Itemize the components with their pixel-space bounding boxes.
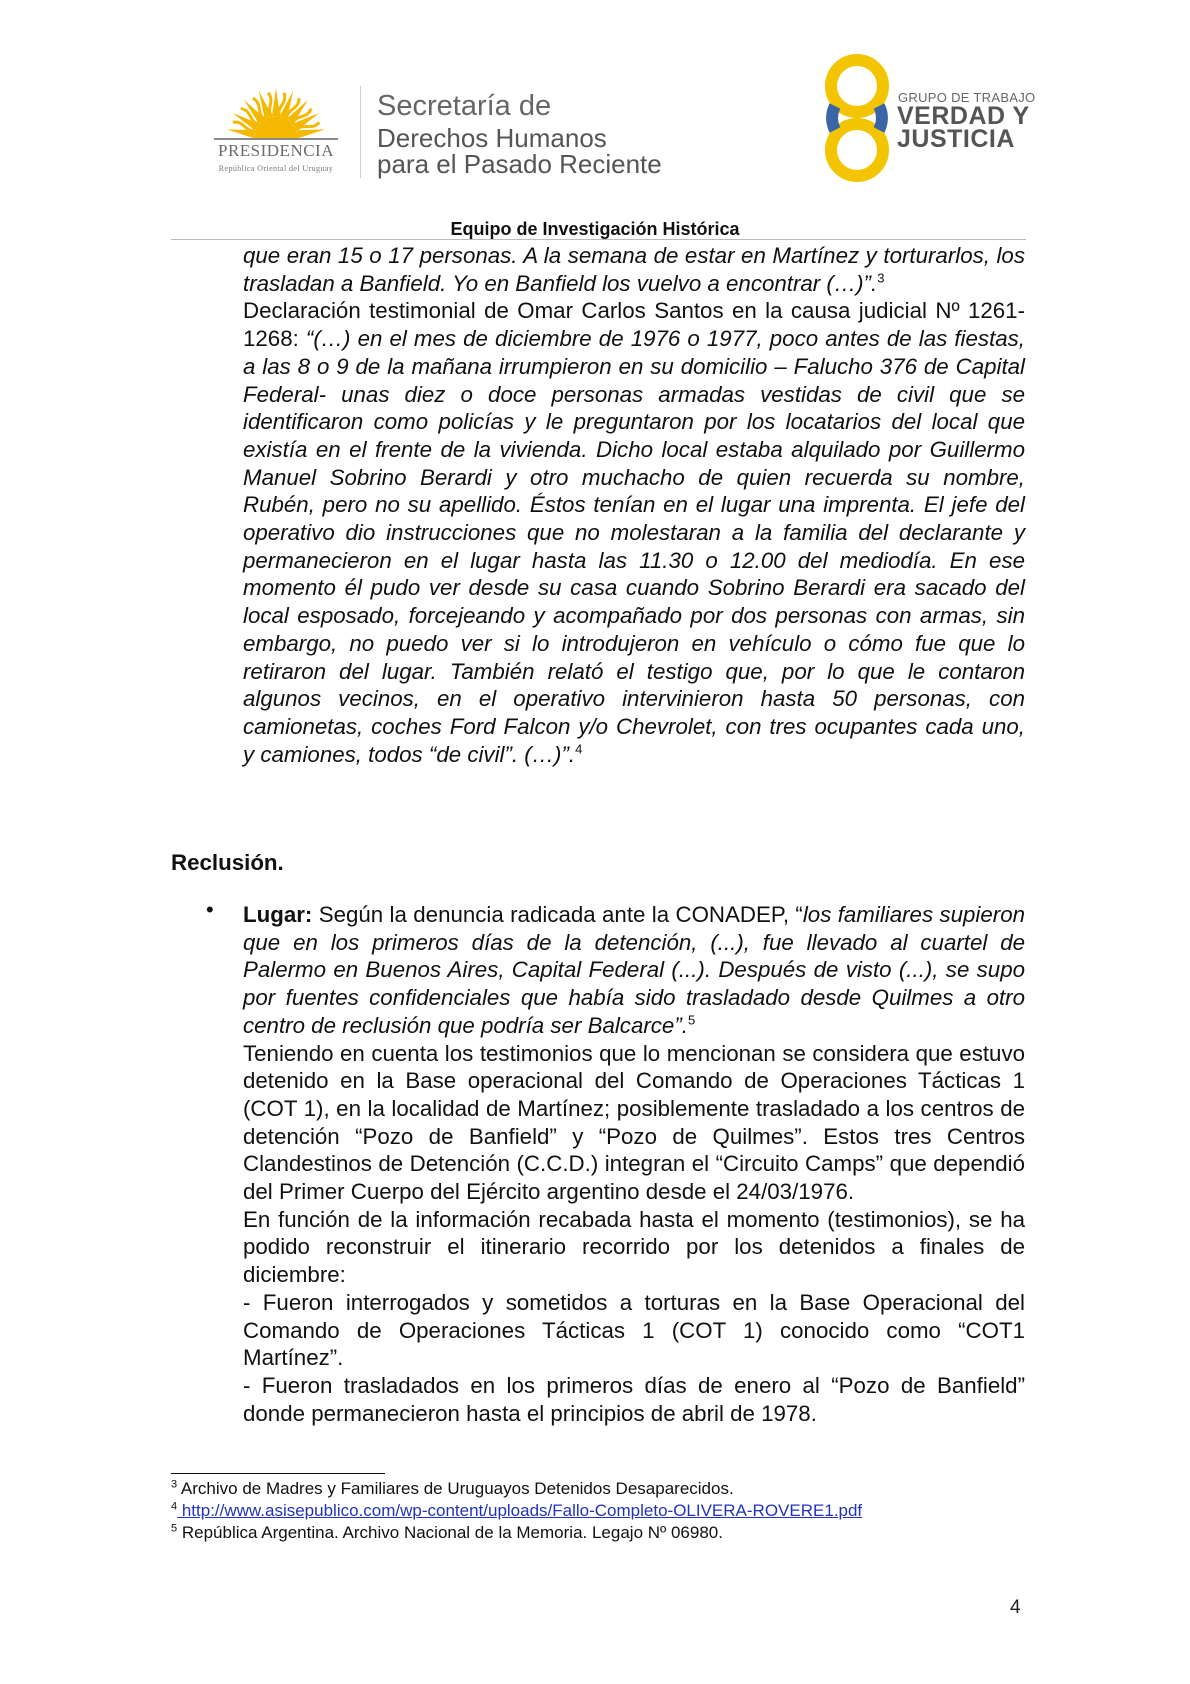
footnote-text: Archivo de Madres y Familiares de Uruguayos Detenidos Desaparecidos. bbox=[180, 1479, 734, 1498]
footnote-text: República Argentina. Archivo Nacional de la Memoria. Legajo Nº 06980. bbox=[181, 1523, 723, 1542]
bullet-marker: • bbox=[206, 897, 214, 922]
presidencia-subtitle: República Oriental del Uruguay bbox=[218, 164, 334, 173]
page-number: 4 bbox=[1010, 1597, 1021, 1618]
footnote-number: 3 bbox=[171, 1478, 178, 1491]
testimony-paragraph bbox=[243, 297, 1025, 768]
justicia-label: JUSTICIA bbox=[897, 125, 1015, 153]
secretaria-line1: Secretaría de bbox=[377, 90, 552, 122]
lugar-paragraph bbox=[243, 901, 1025, 1040]
footnote-4 bbox=[171, 1500, 862, 1522]
itinerary-paragraph: En función de la información recabada hasta el momento (testimonios), se ha podido reconstruir el itinerario recorrido por los detenidos a finales de diciembre: bbox=[243, 1206, 1025, 1288]
quote-continuation-text: que eran 15 o 17 personas. A la semana de estar en Martínez y torturarlos, los trasladan a Banfield. Yo en Banfield los vuelvo a encontrar (…)”. bbox=[243, 243, 1025, 296]
itinerary-item-1: - Fueron interrogados y sometidos a torturas en la Base Operacional del Comando de Operaciones Tácticas 1 (COT 1) conocido como “COT1 Martínez”. bbox=[243, 1289, 1025, 1371]
testimony-block bbox=[243, 242, 1025, 768]
secretaria-line2: Derechos Humanos bbox=[377, 123, 607, 153]
team-title: Equipo de Investigación Histórica bbox=[450, 219, 740, 239]
footnote-rule bbox=[171, 1473, 385, 1474]
footnote-ref-5: 5 bbox=[687, 1012, 696, 1028]
page-header bbox=[0, 0, 1190, 240]
testimony-quote: “(…) en el mes de diciembre de 1976 o 1977, poco antes de las fiestas, a las 8 o 9 de la mañana irrumpieron en su domicilio – Falucho 376 de Capital Federal- unas diez o doce personas armadas vestidas de civil que se identificaron como policías y le preguntaron por los locatarios del local que existía en el frente de la vivienda. Dicho local estaba alquilado por Guillermo Manuel Sobrino Berardi y otro muchacho de quien recuerda su nombre, Rubén, pero no su apellido. Éstos tenían en el lugar una imprenta. El jefe del operativo dio instrucciones que no molestaran a la familia del declarante y permanecieron en el lugar hasta las 11.30 o 12.00 del mediodía. En ese momento él pudo ver desde su casa cuando Sobrino Berardi era sacado del local esposado, forcejeando y acompañado por dos personas con armas, sin embargo, no puedo ver si lo introdujeron en vehículo o cómo fue que lo retiraron del lugar. También relató el testigo que, por lo que le contaron algunos vecinos, en el operativo intervinieron hasta 50 personas, con camionetas, coches Ford Falcon y/o Chevrolet, con tres ocupantes cada uno, y camiones, todos “de civil”. (…)”. bbox=[243, 326, 1026, 767]
grupo-trabajo-label: GRUPO DE TRABAJO bbox=[898, 90, 1036, 105]
footnote-ref-4: 4 bbox=[575, 741, 583, 757]
itinerary-item-2: - Fueron trasladados en los primeros días de enero al “Pozo de Banfield” donde permanecieron hasta el principios de abril de 1978. bbox=[243, 1372, 1025, 1426]
footnote-3 bbox=[171, 1478, 862, 1500]
footnotes bbox=[171, 1478, 862, 1544]
logo-divider bbox=[360, 86, 361, 178]
circuit-paragraph: Teniendo en cuenta los testimonios que lo mencionan se considera que estuvo detenido en la Base operacional del Comando de Operaciones Tácticas 1 (COT 1), en la localidad de Martínez; posiblemente trasladado a los centros de detención “Pozo de Banfield” y “Pozo de Quilmes”. Estos tres Centros Clandestinos de Detención (C.C.D.) integran el “Circuito Camps” que dependió del Primer Cuerpo del Ejército argentino desde el 24/03/1976. bbox=[243, 1040, 1025, 1205]
testimony-intro: Declaración testimonial de Omar Carlos Santos en la causa judicial Nº 1261-1268: bbox=[243, 298, 1025, 352]
quote-continuation bbox=[243, 242, 1025, 297]
verdad-label: VERDAD Y bbox=[897, 102, 1030, 130]
section-heading-reclusion: Reclusión. bbox=[171, 850, 284, 875]
verdad-justicia-rings-logo bbox=[822, 54, 892, 182]
footnote-ref-3: 3 bbox=[877, 270, 885, 286]
lugar-label: Lugar: bbox=[243, 902, 313, 927]
footnote-link[interactable]: http://www.asisepublico.com/wp-content/uploads/Fallo-Completo-OLIVERA-ROVERE1.pdf bbox=[177, 1501, 863, 1520]
lugar-intro: Según la denuncia radicada ante la CONADEP, “ bbox=[312, 902, 803, 927]
reclusion-block bbox=[243, 901, 1025, 1427]
lugar-quote: los familiares supieron que en los primeros días de la detención, (...), fue llevado al cuartel de Palermo en Buenos Aires, Capital Federal (...). Después de visto (...), se supo por fuentes confidenciales que había sido trasladado desde Quilmes a otro centro de reclusión que podría ser Balcarce”. bbox=[243, 902, 1025, 1038]
footnote-number: 5 bbox=[171, 1522, 178, 1535]
header-rule bbox=[171, 239, 1026, 240]
footnote-number: 4 bbox=[171, 1500, 178, 1513]
secretaria-line3: para el Pasado Reciente bbox=[377, 149, 662, 179]
footnote-5 bbox=[171, 1522, 862, 1544]
presidencia-title: PRESIDENCIA bbox=[217, 141, 334, 160]
